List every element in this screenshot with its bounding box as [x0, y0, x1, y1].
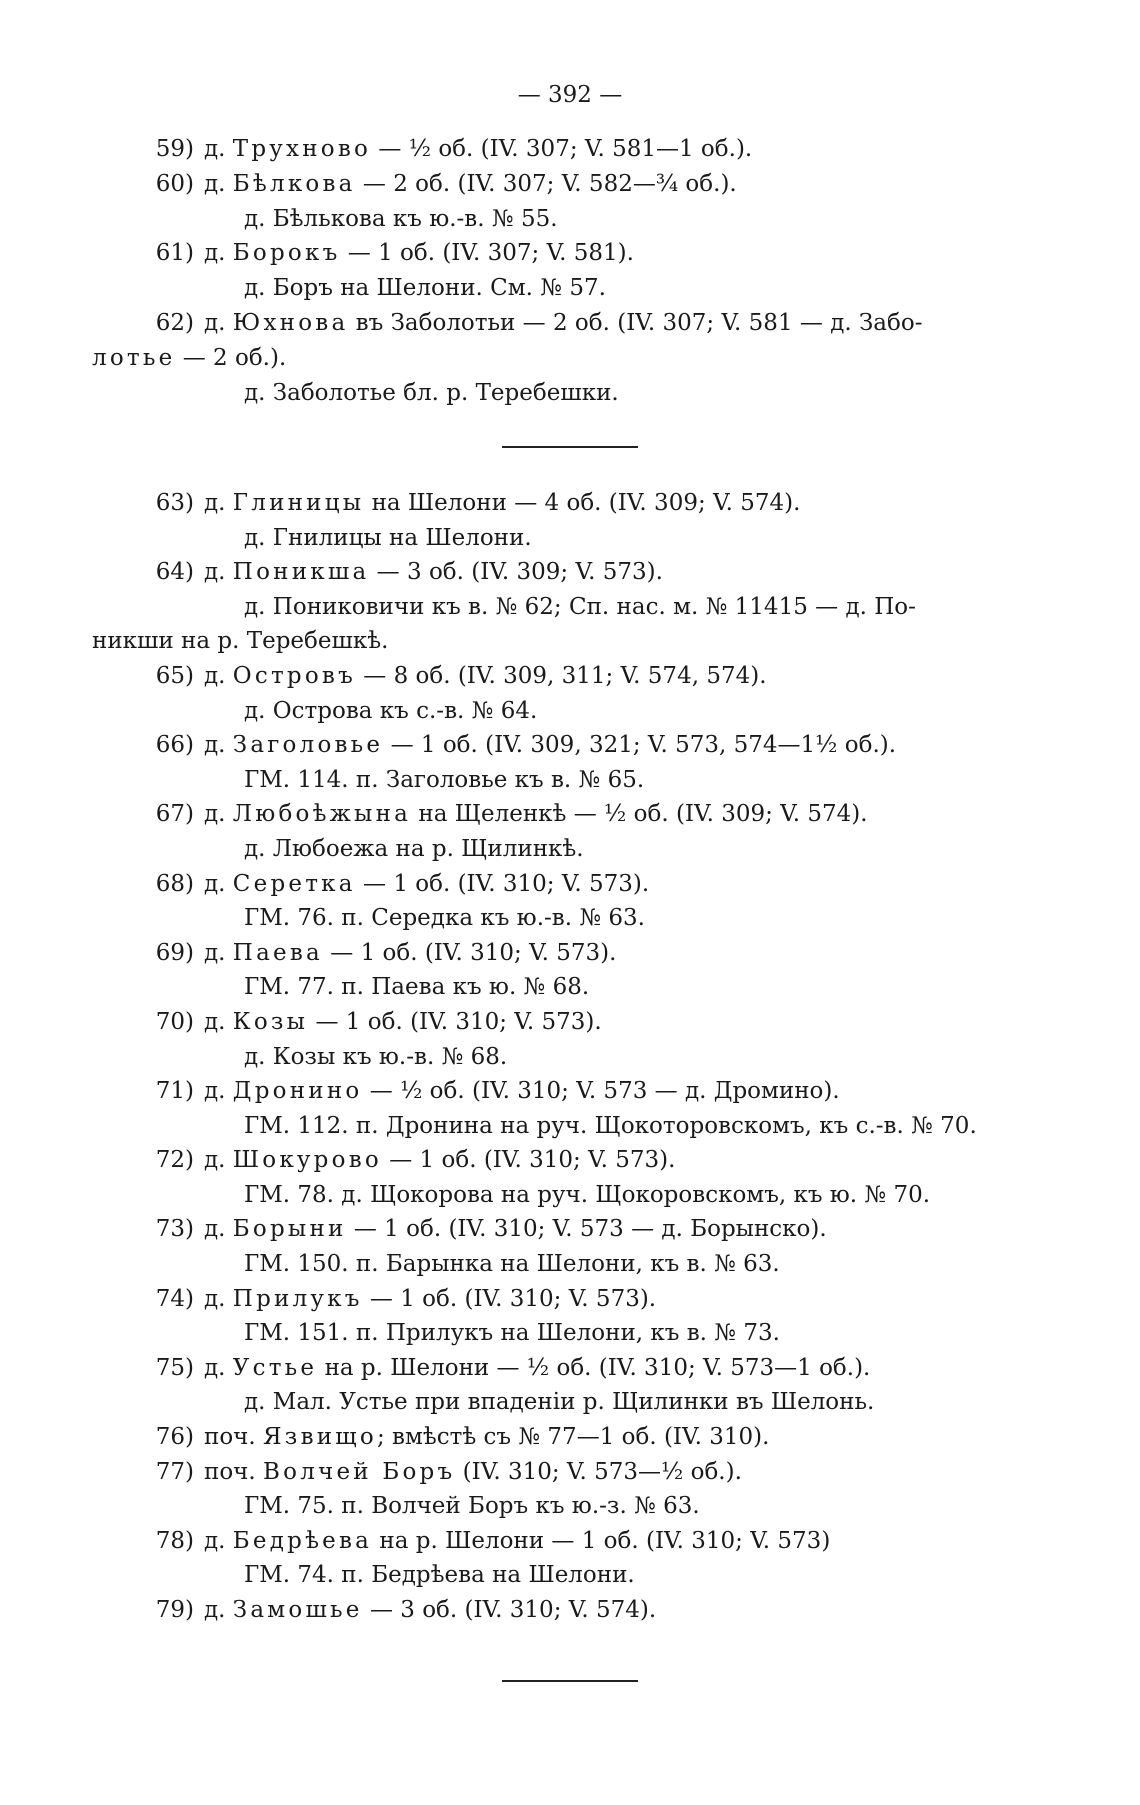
entry-prefix: д.: [204, 801, 233, 828]
entry-note: ГМ. 112. п. Дронина на руч. Щокоторовскомъ, къ с.-в. № 70.: [244, 1112, 977, 1139]
entry-name: лотье: [92, 344, 176, 371]
entry-line: [92, 1455, 1050, 1490]
entry-note: д. Любоежа на р. Щилинкѣ.: [244, 835, 584, 862]
section-divider-bottom: [502, 1680, 638, 1682]
entry-details: на Щеленкѣ — ½ об. (IV. 309; V. 574).: [411, 801, 868, 828]
entry-prefix: д.: [204, 732, 233, 759]
entry-line: [92, 236, 1050, 271]
entry-line: [92, 1143, 1050, 1178]
entry-note: д. Заболотье бл. р. Теребешки.: [244, 379, 619, 406]
entry-name: Борыни: [232, 1216, 347, 1243]
entry-details: на р. Шелони — ½ об. (IV. 310; V. 573—1 об.).: [317, 1354, 871, 1381]
entry-number: 61): [155, 240, 194, 267]
entry-note: ГМ. 74. п. Бедрѣева на Шелони.: [244, 1562, 635, 1589]
entry-note: д. Мал. Устье при впаденіи р. Щилинки въ Шелонь.: [244, 1389, 875, 1416]
entry-details: на р. Шелони — 1 об. (IV. 310; V. 573): [372, 1527, 831, 1554]
entry-details: — 3 об. (IV. 310; V. 574).: [362, 1597, 657, 1623]
entry-name: Бедрѣева: [232, 1527, 373, 1554]
entry-details: — 3 об. (IV. 309; V. 573).: [369, 559, 663, 586]
entry-line: [92, 1282, 1050, 1317]
entry-note: ГМ. 151. п. Прилукъ на Шелони, къ в. № 73.: [244, 1320, 780, 1347]
entry-number: 66): [155, 732, 194, 759]
entry-prefix: д.: [204, 1216, 233, 1243]
entry-line: [92, 659, 1050, 694]
entry-note: ГМ. 77. п. Паева къ ю. № 68.: [244, 974, 590, 1001]
entry-number: 62): [155, 309, 194, 336]
entry-number: 59): [155, 136, 194, 162]
entry-number: 60): [155, 170, 194, 197]
entry-prefix: д.: [204, 1147, 233, 1174]
entry-name: Дронино: [232, 1078, 363, 1105]
entry-note: д. Бѣлькова къ ю.-в. № 55.: [244, 205, 558, 232]
entry-prefix: д.: [204, 240, 233, 267]
entry-continuation: никши на р. Теребешкѣ.: [92, 628, 389, 655]
entry-details: — ½ об. (IV. 310; V. 573 — д. Дромино).: [362, 1078, 840, 1105]
entry-name: Любоѣжына: [232, 801, 412, 828]
entry-name: Замошье: [232, 1597, 363, 1623]
entry-details: — ½ об. (IV. 307; V. 581—1 об.).: [371, 136, 753, 162]
entry-prefix: д.: [204, 870, 233, 897]
entry-line: [92, 728, 1050, 763]
entry-note: д. Пониковичи къ в. № 62; Сп. нас. м. № 11415 — д. По-: [244, 593, 916, 620]
entry-name: Островъ: [232, 662, 356, 689]
entry-note: ГМ. 114. п. Заголовье къ в. № 65.: [244, 766, 645, 793]
entry-prefix: д.: [204, 1527, 233, 1554]
entry-note: ГМ. 75. п. Волчей Боръ къ ю.-з. № 63.: [244, 1493, 700, 1520]
entry-number: 79): [155, 1597, 194, 1623]
entry-number: 72): [155, 1147, 194, 1174]
entry-continuation: [92, 341, 1050, 376]
entry-line: [92, 1420, 1050, 1455]
entry-prefix: д.: [204, 559, 233, 586]
entry-name: Козы: [232, 1008, 309, 1035]
entry-number: 67): [155, 801, 194, 828]
entry-note: ГМ. 150. п. Барынка на Шелони, къ в. № 63.: [244, 1251, 780, 1278]
entry-details: — 1 об. (IV. 310; V. 573).: [355, 870, 650, 897]
entry-prefix: д.: [204, 1285, 233, 1312]
entry-note: д. Козы къ ю.-в. № 68.: [244, 1043, 508, 1070]
entry-name: Паева: [232, 939, 323, 966]
entry-number: 71): [155, 1078, 194, 1105]
entry-number: 64): [155, 559, 194, 586]
entry-number: 68): [155, 870, 194, 897]
entry-name: Волчей Боръ: [263, 1458, 456, 1485]
entry-line: [92, 1524, 1050, 1559]
entry-number: 75): [155, 1354, 194, 1381]
entry-block-1: [92, 132, 1050, 410]
entry-prefix: д.: [204, 1597, 233, 1623]
entry-details: — 1 об. (IV. 307; V. 581).: [340, 240, 634, 267]
page-number: — 392 —: [517, 82, 623, 108]
entry-line: [92, 867, 1050, 902]
section-divider: [502, 446, 638, 448]
entry-details: (IV. 310; V. 573—½ об.).: [455, 1458, 742, 1485]
entry-number: 70): [155, 1008, 194, 1035]
entry-details: въ Заболотьи — 2 об. (IV. 307; V. 581 — д. Забо-: [348, 309, 923, 336]
entry-note: ГМ. 76. п. Середка къ ю.-в. № 63.: [244, 905, 645, 932]
entry-details: — 1 об. (IV. 310; V. 573).: [362, 1285, 657, 1312]
entry-block-2: [92, 486, 1050, 1628]
entry-prefix: д.: [204, 939, 233, 966]
entry-number: 69): [155, 939, 194, 966]
entry-number: 65): [155, 662, 194, 689]
entry-number: 78): [155, 1527, 194, 1554]
entry-line: [92, 1212, 1050, 1247]
entry-number: 74): [155, 1285, 194, 1312]
entry-details: — 2 об. (IV. 307; V. 582—¾ об.).: [355, 170, 737, 197]
entry-line: [92, 1593, 1050, 1628]
entry-name: Глиницы: [232, 490, 365, 516]
entry-line: [92, 167, 1050, 202]
entry-details: — 1 об. (IV. 310; V. 573).: [322, 939, 617, 966]
entry-prefix: д.: [204, 1008, 233, 1035]
entry-note: д. Боръ на Шелони. См. № 57.: [244, 275, 606, 302]
entry-name: Поникша: [232, 559, 370, 586]
entry-line: [92, 1074, 1050, 1109]
entry-name: Язвищо: [263, 1424, 377, 1451]
entry-details: — 1 об. (IV. 309, 321; V. 573, 574—1½ об.).: [383, 732, 897, 759]
entry-name: Бѣлкова: [232, 170, 356, 197]
entry-number: 73): [155, 1216, 194, 1243]
entry-number: 63): [155, 490, 194, 516]
entry-name: Устье: [232, 1354, 318, 1381]
entry-line: [92, 797, 1050, 832]
entry-prefix: поч.: [204, 1424, 264, 1451]
entry-prefix: д.: [204, 136, 233, 162]
entry-prefix: д.: [204, 309, 233, 336]
entry-prefix: д.: [204, 1354, 233, 1381]
entry-line: [92, 1005, 1050, 1040]
entry-details: — 1 об. (IV. 310; V. 573 — д. Борынско).: [346, 1216, 827, 1243]
entry-name: Борокъ: [232, 240, 341, 267]
entry-name: Трухново: [232, 136, 372, 162]
entry-name: Серетка: [232, 870, 356, 897]
entry-line: [92, 486, 1050, 521]
entry-prefix: поч.: [204, 1458, 264, 1485]
entry-details: — 2 об.).: [175, 344, 287, 371]
entry-prefix: д.: [204, 1078, 233, 1105]
entry-name: Прилукъ: [232, 1285, 363, 1312]
entry-line: [92, 555, 1050, 590]
entry-note: д. Гнилицы на Шелони.: [244, 524, 532, 551]
entry-line: [92, 132, 1050, 167]
entry-name: Юхнова: [232, 309, 349, 336]
entry-line: [92, 306, 1050, 341]
entry-note: д. Острова къ с.-в. № 64.: [244, 697, 538, 724]
entry-name: Заголовье: [232, 732, 384, 759]
entry-details: ; вмѣстѣ съ № 77—1 об. (IV. 310).: [376, 1424, 770, 1451]
entry-prefix: д.: [204, 662, 233, 689]
entry-details: — 8 об. (IV. 309, 311; V. 574, 574).: [355, 662, 767, 689]
entry-prefix: д.: [204, 490, 233, 516]
entry-number: 76): [155, 1424, 194, 1451]
entry-line: [92, 936, 1050, 971]
entry-line: [92, 1351, 1050, 1386]
entry-name: Шокурово: [232, 1147, 382, 1174]
entry-note: ГМ. 78. д. Щокорова на руч. Щокоровскомъ, къ ю. № 70.: [244, 1181, 931, 1208]
entry-details: на Шелони — 4 об. (IV. 309; V. 574).: [364, 490, 801, 516]
entry-details: — 1 об. (IV. 310; V. 573).: [381, 1147, 676, 1174]
entry-details: — 1 об. (IV. 310; V. 573).: [308, 1008, 602, 1035]
entry-number: 77): [155, 1458, 194, 1485]
entry-prefix: д.: [204, 170, 233, 197]
